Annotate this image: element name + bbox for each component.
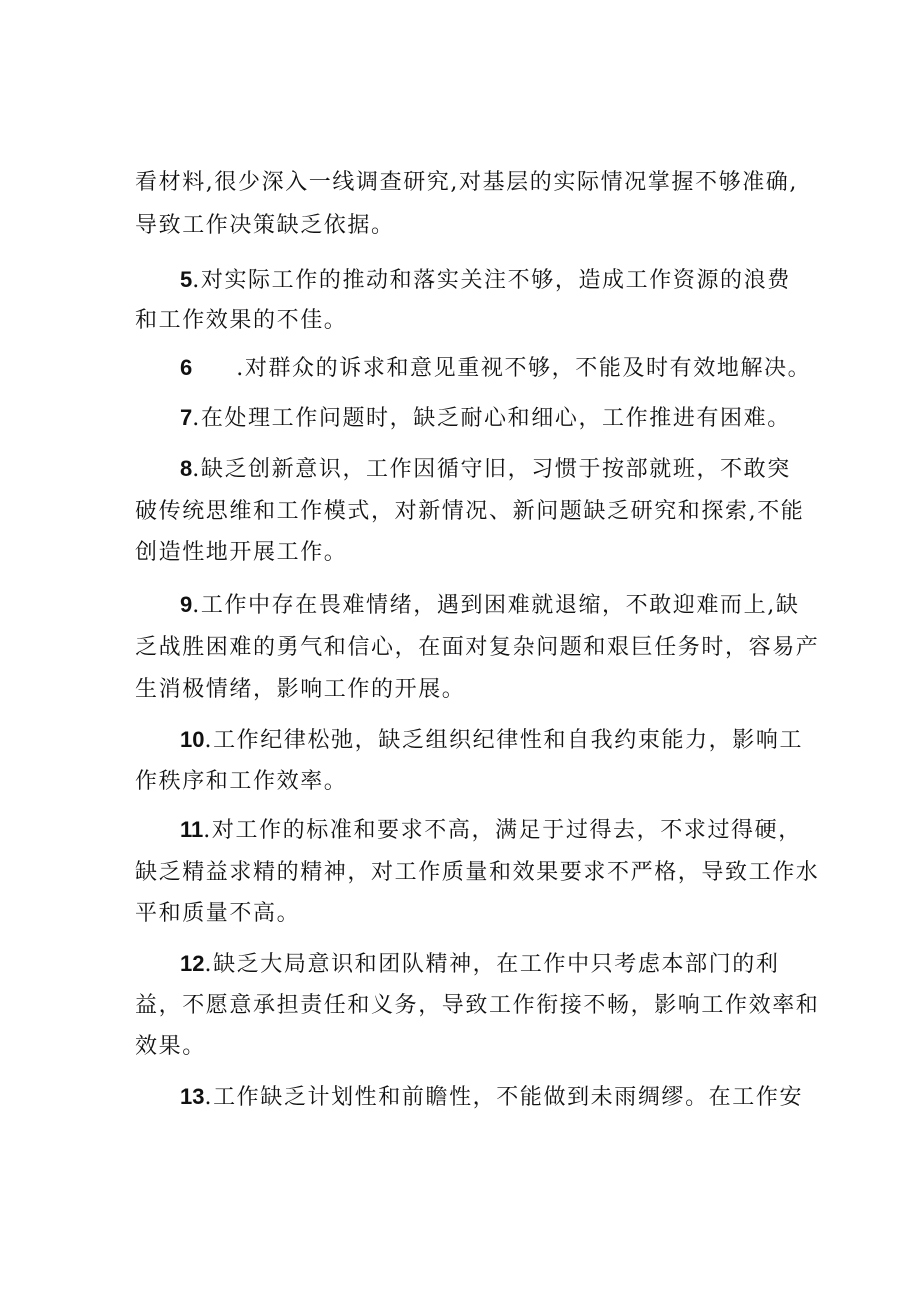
list-item-7-first-line bbox=[180, 403, 800, 434]
item-number: 5 bbox=[180, 267, 193, 292]
paragraph-line: 看材料,很少深入一线调查研究,对基层的实际情况掌握不够准确, bbox=[135, 170, 798, 195]
paragraph-line: 平和质量不高。 bbox=[135, 901, 301, 926]
item-number: 7 bbox=[180, 405, 193, 430]
paragraph-line: 创造性地开展工作。 bbox=[135, 540, 348, 565]
item-number: 11 bbox=[180, 817, 204, 842]
paragraph-line: 效果。 bbox=[135, 1034, 206, 1059]
list-item-12-first-line bbox=[180, 949, 800, 980]
item-text: .工作缺乏计划性和前瞻性，不能做到未雨绸缪。在工作安 bbox=[204, 1085, 804, 1110]
paragraph-line: 生消极情绪，影响工作的开展。 bbox=[135, 677, 466, 702]
paragraph-line: 乏战胜困难的勇气和信心，在面对复杂问题和艰巨任务时，容易产 bbox=[135, 635, 820, 660]
paragraph-line: 破传统思维和工作模式，对新情况、新问题缺乏研究和探索,不能 bbox=[135, 499, 805, 524]
list-item-11-first-line bbox=[180, 815, 800, 846]
item-text: .对实际工作的推动和落实关注不够，造成工作资源的浪费 bbox=[192, 268, 791, 293]
item-number: 6 bbox=[180, 355, 193, 380]
list-item-9-first-line bbox=[180, 590, 800, 621]
list-item-8-first-line bbox=[180, 454, 800, 485]
paragraph-line: 和工作效果的不佳。 bbox=[135, 308, 348, 333]
list-item-5-first-line bbox=[180, 265, 800, 296]
paragraph-line: 益，不愿意承担责任和义务，导致工作衔接不畅，影响工作效率和 bbox=[135, 993, 820, 1018]
item-number: 13 bbox=[180, 1084, 205, 1109]
item-text: .缺乏大局意识和团队精神，在工作中只考虑本部门的利 bbox=[204, 952, 780, 977]
item-number: 10 bbox=[180, 727, 205, 752]
item-text: .对工作的标准和要求不高，满足于过得去，不求过得硬， bbox=[203, 818, 802, 843]
item-text: .在处理工作问题时，缺乏耐心和细心，工作推进有困难。 bbox=[192, 406, 791, 431]
paragraph-line: 作秩序和工作效率。 bbox=[135, 769, 348, 794]
item-number: 9 bbox=[180, 592, 193, 617]
item-number: 12 bbox=[180, 951, 205, 976]
item-text: .工作中存在畏难情绪，遇到困难就退缩，不敢迎难而上,缺 bbox=[192, 593, 800, 618]
item-text: .缺乏创新意识，工作因循守旧，习惯于按部就班，不敢突 bbox=[192, 457, 791, 482]
item-number: 8 bbox=[180, 456, 193, 481]
list-item-10-first-line bbox=[180, 725, 804, 756]
paragraph-line: 缺乏精益求精的精神，对工作质量和效果要求不严格，导致工作水 bbox=[135, 860, 820, 885]
list-item-13-first-line bbox=[180, 1082, 804, 1113]
paragraph-line: 导致工作决策缺乏依据。 bbox=[135, 213, 395, 238]
item-text: .对群众的诉求和意见重视不够，不能及时有效地解决。 bbox=[236, 356, 812, 381]
item-text: .工作纪律松弛，缺乏组织纪律性和自我约束能力，影响工 bbox=[204, 728, 804, 753]
list-item-6-first-line bbox=[180, 353, 812, 384]
